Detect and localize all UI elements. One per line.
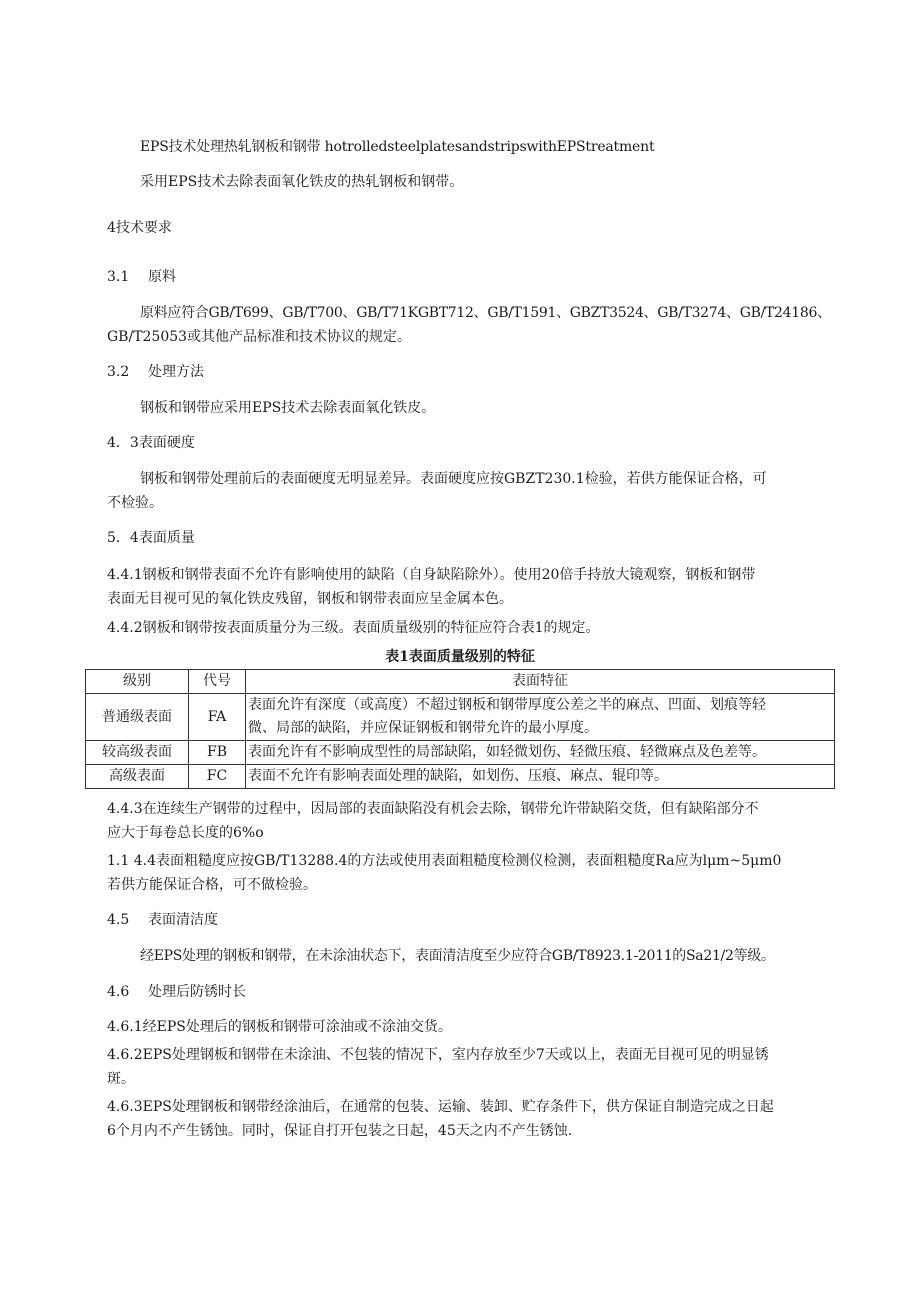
feature-cell: 表面允许有不影响成型性的局部缺陷，如轻微划伤、轻微压痕、轻微麻点及色差等。 xyxy=(246,741,835,765)
subsection-4-5-number: 4.5 xyxy=(107,912,130,928)
section-heading-4: 4技术要求 xyxy=(107,220,172,236)
table-row xyxy=(86,765,835,789)
rust-4-6-2-line1: 4.6.2EPS处理钢板和钢带在未涂油、不包装的情况下，室内存放至少7天或以上，表面无目视可见的明显锈 xyxy=(107,1047,769,1063)
level-cell: 较高级表面 xyxy=(86,741,189,765)
table-row xyxy=(86,694,835,741)
code-cell: FB xyxy=(189,741,246,765)
subsection-4-3-heading: 4．3表面硬度 xyxy=(107,435,195,451)
roughness-line1: 1.1 4.4表面粗糙度应按GB/T13288.4的方法或使用表面粗糙度检测仪检测，表面粗糙度Ra应为lμm~5μm0 xyxy=(107,853,782,869)
hardness-text-line2: 不检验。 xyxy=(107,495,163,511)
rust-4-6-2-line2: 斑。 xyxy=(107,1071,135,1087)
subsection-4-6-number: 4.6 xyxy=(107,984,130,1000)
quality-4-4-3-line2: 应大于每卷总长度的6%o xyxy=(107,825,264,841)
header-code: 代号 xyxy=(189,670,246,694)
subsection-4-5-title: 表面清洁度 xyxy=(148,912,218,928)
feature-line: 微、局部的缺陷，并应保证钢板和钢带允许的最小厚度。 xyxy=(248,720,598,736)
surface-quality-table xyxy=(85,669,835,789)
table-header-row xyxy=(86,670,835,694)
quality-4-4-3-line1: 4.4.3在连续生产钢带的过程中，因局部的表面缺陷没有机会去除，钢带允许带缺陷交货，但有缺陷部分不 xyxy=(107,801,759,817)
definition-term: EPS技术处理热轧钢板和钢带 hotrolledsteelplatesandstripswithEPStreatment xyxy=(140,139,655,155)
definition-text: 采用EPS技术去除表面氧化铁皮的热轧钢板和钢带。 xyxy=(140,174,464,190)
code-cell: FA xyxy=(189,694,246,741)
rust-4-6-3-line2: 6个月内不产生锈蚀。同时，保证自打开包装之日起，45天之内不产生锈蚀. xyxy=(107,1123,573,1139)
table-row xyxy=(86,741,835,765)
rust-4-6-1: 4.6.1经EPS处理后的钢板和钢带可涂油或不涂油交货。 xyxy=(107,1019,452,1035)
raw-material-text-line1: 原料应符合GB/T699、GB/T700、GB/T71KGBT712、GB/T1591、GBZT3524、GB/T3274、GB/T24186、 xyxy=(140,305,831,321)
header-level: 级别 xyxy=(86,670,189,694)
table-1-title: 表1表面质量级别的特征 xyxy=(385,649,535,665)
feature-cell: 表面不允许有影响表面处理的缺陷，如划伤、压痕、麻点、辊印等。 xyxy=(246,765,835,789)
code-cell: FC xyxy=(189,765,246,789)
feature-line: 表面允许有深度（或高度）不超过钢板和钢带厚度公差之半的麻点、凹面、划痕等轻 xyxy=(248,697,766,713)
level-cell: 普通级表面 xyxy=(86,694,189,741)
level-cell: 高级表面 xyxy=(86,765,189,789)
subsection-3-1-title: 原料 xyxy=(148,269,176,285)
raw-material-text-line2: GB/T25053或其他产品标准和技术协议的规定。 xyxy=(107,329,412,345)
quality-4-4-1-line2: 表面无目视可见的氧化铁皮残留，钢板和钢带表面应呈金属本色。 xyxy=(107,591,513,607)
rust-4-6-3-line1: 4.6.3EPS处理钢板和钢带经涂油后，在通常的包装、运输、装卸、贮存条件下，供方保证自制造完成之日起 xyxy=(107,1099,774,1115)
subsection-3-1-number: 3.1 xyxy=(107,269,130,285)
feature-cell xyxy=(246,694,835,741)
hardness-text-line1: 钢板和钢带处理前后的表面硬度无明显差异。表面硬度应按GBZT230.1检验，若供方能保证合格，可 xyxy=(140,471,767,487)
subsection-5-4-heading: 5．4表面质量 xyxy=(107,530,195,546)
subsection-3-2-number: 3.2 xyxy=(107,364,130,380)
subsection-4-6-title: 处理后防锈时长 xyxy=(148,984,246,1000)
header-feature: 表面特征 xyxy=(246,670,835,694)
processing-method-text: 钢板和钢带应采用EPS技术去除表面氧化铁皮。 xyxy=(140,400,436,416)
quality-4-4-1-line1: 4.4.1钢板和钢带表面不允许有影响使用的缺陷（自身缺陷除外）。使用20倍手持放大镜观察，钢板和钢带 xyxy=(107,567,756,583)
subsection-3-2-title: 处理方法 xyxy=(148,364,204,380)
quality-4-4-2: 4.4.2钢板和钢带按表面质量分为三级。表面质量级别的特征应符合表1的规定。 xyxy=(107,620,600,636)
roughness-line2: 若供方能保证合格，可不做检验。 xyxy=(107,877,317,893)
cleanliness-text: 经EPS处理的钢板和钢带，在未涂油状态下，表面清洁度至少应符合GB/T8923.1-2011的Sa21/2等级。 xyxy=(140,948,775,964)
